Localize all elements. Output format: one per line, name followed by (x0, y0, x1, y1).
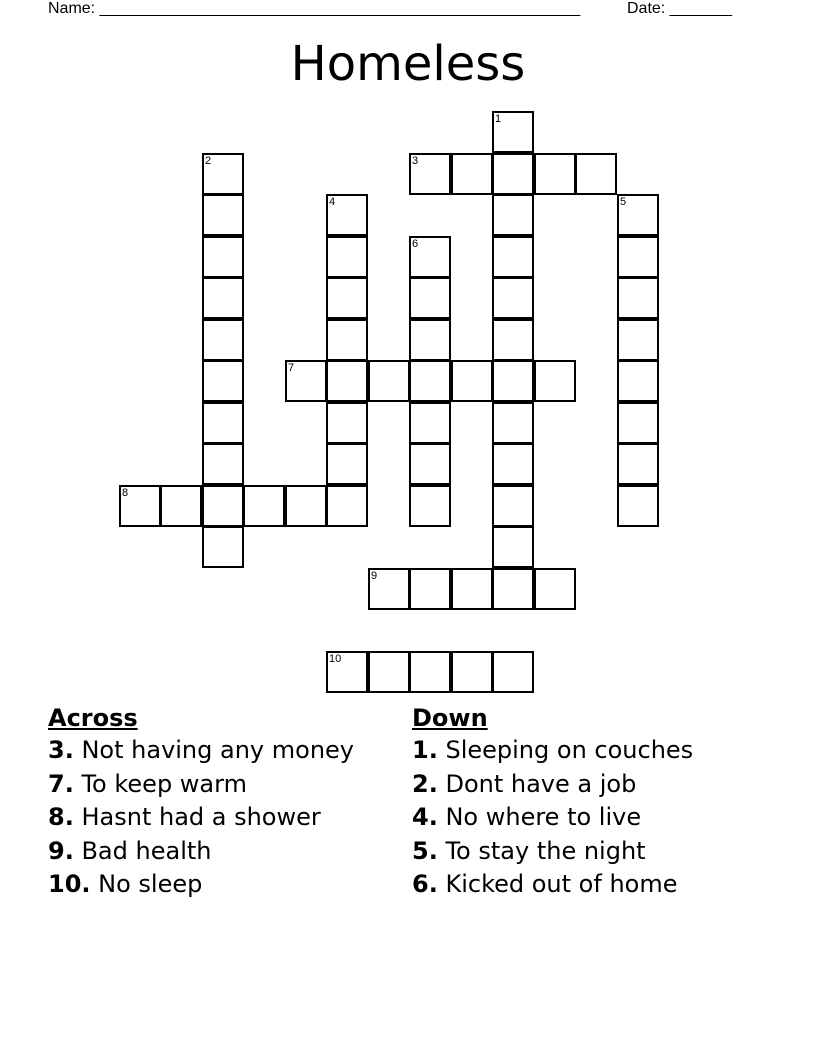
grid-cell[interactable] (575, 153, 617, 195)
clue-text: Kicked out of home (445, 870, 678, 898)
grid-cell[interactable] (492, 526, 534, 568)
across-clue (48, 835, 354, 869)
across-clue (48, 801, 354, 835)
date-field[interactable]: Date: _______ (627, 0, 732, 17)
clue-text: Bad health (81, 836, 212, 865)
grid-cell[interactable] (326, 319, 368, 361)
grid-cell[interactable] (617, 194, 659, 236)
grid-cell[interactable] (202, 526, 244, 568)
grid-cell[interactable] (534, 568, 576, 610)
grid-cell[interactable] (326, 360, 368, 402)
grid-cell[interactable] (326, 194, 368, 236)
clue-number: 5. (412, 836, 438, 865)
grid-cell[interactable] (409, 485, 451, 527)
grid-cell[interactable] (202, 402, 244, 444)
grid-cell[interactable] (451, 153, 493, 195)
clue-text: Dont have a job (445, 769, 637, 798)
grid-cell[interactable] (326, 277, 368, 319)
grid-cell[interactable] (492, 443, 534, 485)
down-clue (412, 801, 693, 835)
grid-cell[interactable] (368, 568, 410, 610)
down-clue (412, 868, 693, 902)
grid-cell[interactable] (409, 153, 451, 195)
across-clues (48, 702, 354, 902)
cell-number: 3 (412, 155, 419, 167)
grid-cell[interactable] (119, 485, 161, 527)
cell-number: 7 (288, 362, 295, 374)
grid-cell[interactable] (617, 402, 659, 444)
grid-cell[interactable] (492, 651, 534, 693)
cell-number: 8 (122, 487, 129, 499)
down-clue (412, 768, 693, 802)
grid-cell[interactable] (202, 277, 244, 319)
cell-number: 1 (495, 113, 502, 125)
cell-number: 2 (205, 155, 212, 167)
grid-cell[interactable] (326, 651, 368, 693)
cell-number: 6 (412, 238, 419, 250)
grid-cell[interactable] (202, 319, 244, 361)
page-title: Homeless (290, 36, 526, 92)
grid-cell[interactable] (409, 360, 451, 402)
grid-cell[interactable] (617, 443, 659, 485)
grid-cell[interactable] (534, 360, 576, 402)
grid-cell[interactable] (409, 568, 451, 610)
across-clue (48, 768, 354, 802)
grid-cell[interactable] (160, 485, 202, 527)
grid-cell[interactable] (492, 153, 534, 195)
grid-cell[interactable] (617, 485, 659, 527)
grid-cell[interactable] (409, 651, 451, 693)
grid-cell[interactable] (368, 360, 410, 402)
clue-number: 9. (48, 836, 74, 865)
clue-text: No where to live (445, 803, 642, 831)
clue-text: To stay the night (445, 836, 646, 865)
clue-number: 3. (48, 736, 74, 764)
grid-cell[interactable] (492, 236, 534, 278)
grid-cell[interactable] (451, 651, 493, 693)
grid-cell[interactable] (326, 236, 368, 278)
grid-cell[interactable] (285, 485, 327, 527)
grid-cell[interactable] (617, 277, 659, 319)
name-field[interactable]: Name: ______________________________________________________ (48, 0, 581, 17)
grid-cell[interactable] (409, 236, 451, 278)
clue-number: 10. (48, 870, 91, 898)
grid-cell[interactable] (492, 402, 534, 444)
across-clue (48, 734, 354, 768)
grid-cell[interactable] (451, 360, 493, 402)
grid-cell[interactable] (409, 277, 451, 319)
grid-cell[interactable] (617, 236, 659, 278)
down-clue (412, 835, 693, 869)
down-clues (412, 702, 693, 902)
grid-cell[interactable] (202, 443, 244, 485)
clue-text: To keep warm (81, 769, 247, 798)
grid-cell[interactable] (409, 402, 451, 444)
across-heading: Across (48, 704, 138, 732)
cell-number: 4 (329, 196, 336, 208)
grid-cell[interactable] (451, 568, 493, 610)
grid-cell[interactable] (534, 153, 576, 195)
clue-text: Hasnt had a shower (81, 803, 321, 831)
grid-cell[interactable] (326, 443, 368, 485)
clue-number: 4. (412, 803, 438, 831)
grid-cell[interactable] (617, 319, 659, 361)
clue-text: Sleeping on couches (445, 736, 694, 764)
grid-cell[interactable] (243, 485, 285, 527)
grid-cell[interactable] (285, 360, 327, 402)
clue-number: 6. (412, 870, 438, 898)
grid-cell[interactable] (492, 111, 534, 153)
grid-cell[interactable] (492, 277, 534, 319)
grid-cell[interactable] (409, 443, 451, 485)
grid-cell[interactable] (202, 194, 244, 236)
cell-number: 5 (620, 196, 627, 208)
grid-cell[interactable] (368, 651, 410, 693)
clue-text: No sleep (98, 870, 203, 898)
grid-cell[interactable] (326, 485, 368, 527)
grid-cell[interactable] (202, 153, 244, 195)
grid-cell[interactable] (492, 319, 534, 361)
grid-cell[interactable] (492, 360, 534, 402)
grid-cell[interactable] (202, 360, 244, 402)
grid-cell[interactable] (202, 485, 244, 527)
cell-number: 10 (329, 653, 342, 665)
grid-cell[interactable] (617, 360, 659, 402)
down-clue (412, 734, 693, 768)
clue-number: 7. (48, 769, 74, 798)
cell-number: 9 (371, 570, 378, 582)
clue-number: 8. (48, 803, 74, 831)
grid-cell[interactable] (409, 319, 451, 361)
grid-cell[interactable] (202, 236, 244, 278)
grid-cell[interactable] (492, 194, 534, 236)
grid-cell[interactable] (492, 485, 534, 527)
clue-number: 1. (412, 736, 438, 764)
grid-cell[interactable] (326, 402, 368, 444)
grid-cell[interactable] (492, 568, 534, 610)
clue-number: 2. (412, 769, 438, 798)
down-heading: Down (412, 704, 488, 732)
across-clue (48, 868, 354, 902)
clue-text: Not having any money (81, 736, 354, 764)
